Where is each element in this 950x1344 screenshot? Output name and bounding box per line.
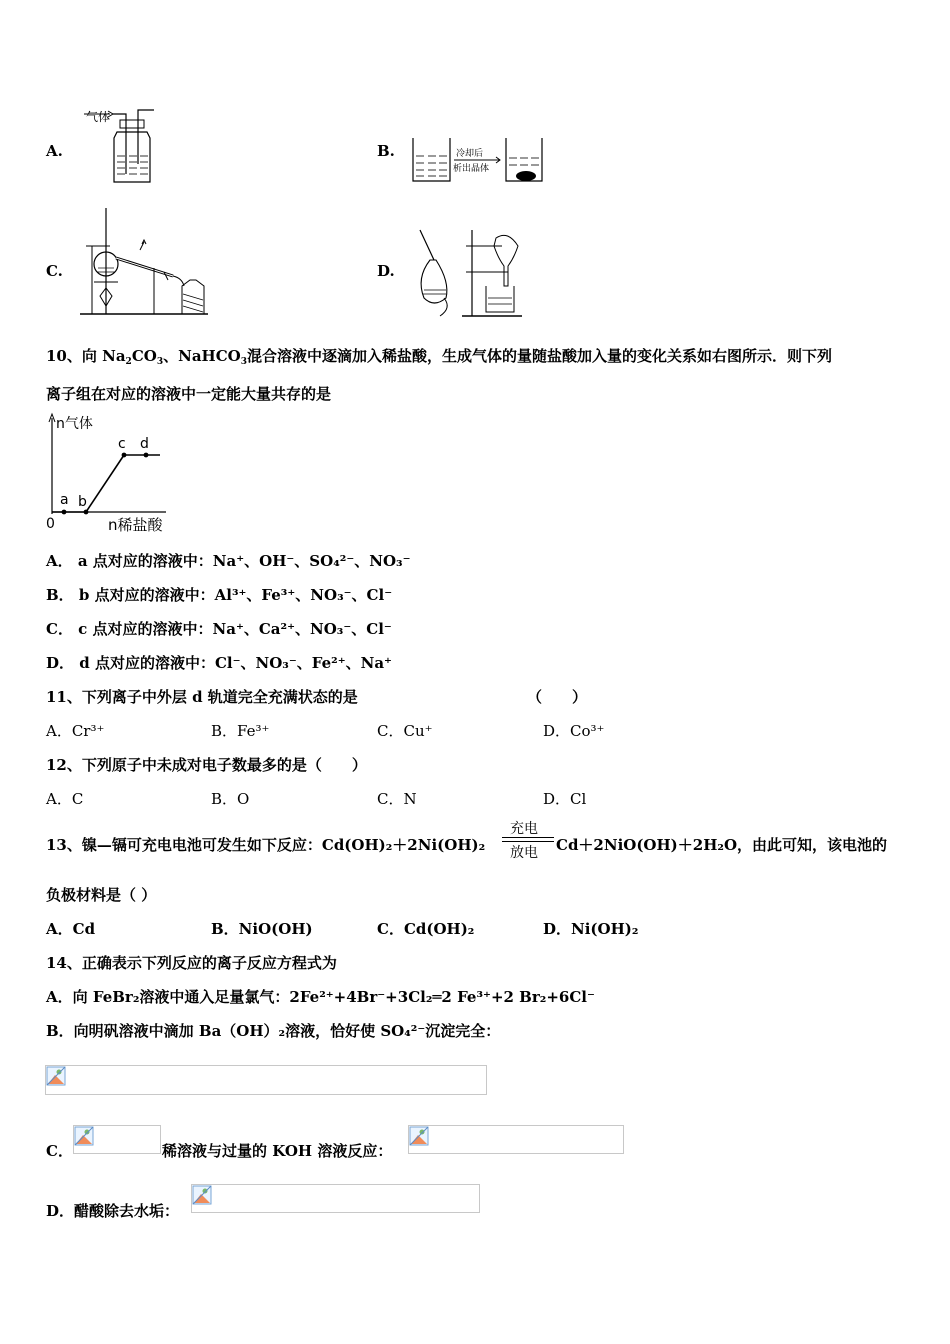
q10-option-a: A． a 点对应的溶液中：Na⁺、OH⁻、SO₄²⁻、NO₃⁻ <box>46 552 411 570</box>
graph-point-c <box>122 453 127 458</box>
q14-option-d: D．醋酸除去水垢： <box>46 1202 180 1220</box>
q14-option-a: A．向 FeBr₂溶液中通入足量氯气：2Fe²⁺+4Br⁻+3Cl₂═2 Fe³⁺+2 Br₂+6Cl⁻ <box>46 988 595 1006</box>
q11-option-d: D．Co³⁺ <box>543 722 605 740</box>
q14-stem: 14、正确表示下列反应的离子反应方程式为 <box>46 954 337 972</box>
graph-label-b: b <box>78 494 87 510</box>
q10-stem-line2: 离子组在对应的溶液中一定能大量共存的是 <box>46 385 332 403</box>
broken-image-placeholder <box>408 1125 624 1154</box>
q13-stem-pre: 13、镍—镉可充电电池可发生如下反应：Cd(OH)₂＋2Ni(OH)₂ <box>46 836 486 854</box>
broken-image-icon <box>74 1126 94 1146</box>
cool-label-1: 冷却后 <box>456 149 484 159</box>
q13-option-b: B．NiO(OH) <box>211 920 313 938</box>
q12-option-c: C．N <box>377 790 417 808</box>
arrow-charge-label: 充电 <box>510 821 538 837</box>
broken-image-icon <box>192 1185 212 1205</box>
q11-option-c: C．Cu⁺ <box>377 722 433 740</box>
graph-x-label: n稀盐酸 <box>108 516 163 534</box>
broken-image-icon <box>46 1066 66 1086</box>
q10-stem-line1: 10、向 $Na_2CO_3$、NaHCO$_3$混合溶液中逐滴加入稀盐酸，生成气体的量随盐酸加入量的变化关系如右图所示．则下列 <box>46 347 832 367</box>
q12-stem: 12、下列原子中未成对电子数最多的是（ ） <box>46 756 367 774</box>
q9-option-d-label: D. <box>377 262 395 280</box>
broken-image-placeholder <box>191 1184 480 1213</box>
graph-label-d: d <box>140 436 149 452</box>
broken-image-placeholder <box>73 1125 161 1154</box>
q9-option-c-label: C. <box>46 262 63 280</box>
q10-option-d: D． d 点对应的溶液中：Cl⁻、NO₃⁻、Fe²⁺、Na⁺ <box>46 654 392 672</box>
q11-option-a: A．Cr³⁺ <box>46 722 105 740</box>
q9-option-b-label: B. <box>377 142 395 160</box>
q11-answer-paren: （ ） <box>527 688 588 706</box>
q10-option-b: B． b 点对应的溶液中：Al³⁺、Fe³⁺、NO₃⁻、Cl⁻ <box>46 586 393 604</box>
q12-option-b: B．O <box>211 790 250 808</box>
q13-stem-post: Cd＋2NiO(OH)＋2H₂O，由此可知，该电池的 <box>556 836 888 854</box>
q14-option-b: B．向明矾溶液中滴加 Ba（OH）₂溶液，恰好使 SO₄²⁻沉淀完全： <box>46 1022 501 1040</box>
q13-stem-line2: 负极材料是（ ） <box>46 886 157 904</box>
crystallization-figure <box>410 134 545 186</box>
graph-point-b <box>84 510 89 515</box>
q11-option-b: B．Fe³⁺ <box>211 722 270 740</box>
q14-option-c-text: 稀溶液与过量的 KOH 溶液反应： <box>162 1142 393 1160</box>
q14-option-c-label: C． <box>46 1142 73 1160</box>
graph-origin-label: 0 <box>46 516 55 532</box>
separation-funnel-figure <box>410 226 525 320</box>
broken-image-icon <box>409 1126 429 1146</box>
graph-label-a: a <box>60 492 69 508</box>
q9-option-a-label: A. <box>46 142 63 160</box>
gas-label: 气体 <box>86 110 111 124</box>
graph-point-d <box>144 453 149 458</box>
q10-gas-graph <box>44 408 184 534</box>
graph-point-a <box>62 510 67 515</box>
q13-option-a: A．Cd <box>46 920 96 938</box>
q13-option-c: C．Cd(OH)₂ <box>377 920 475 938</box>
gas-washing-bottle-figure <box>80 104 160 186</box>
distillation-figure <box>78 206 213 318</box>
arrow-discharge-label: 放电 <box>510 845 538 861</box>
q13-option-d: D．Ni(OH)₂ <box>543 920 639 938</box>
cool-label-2: 析出晶体 <box>453 164 490 174</box>
q13-reversible-arrow <box>500 818 556 862</box>
q12-option-d: D．Cl <box>543 790 587 808</box>
graph-label-c: c <box>118 436 126 452</box>
q12-option-a: A．C <box>46 790 84 808</box>
graph-y-label: n气体 <box>56 416 93 432</box>
q11-stem: 11、下列离子中外层 d 轨道完全充满状态的是 <box>46 688 358 706</box>
q10-option-c: C． c 点对应的溶液中：Na⁺、Ca²⁺、NO₃⁻、Cl⁻ <box>46 620 392 638</box>
broken-image-placeholder <box>45 1065 487 1095</box>
